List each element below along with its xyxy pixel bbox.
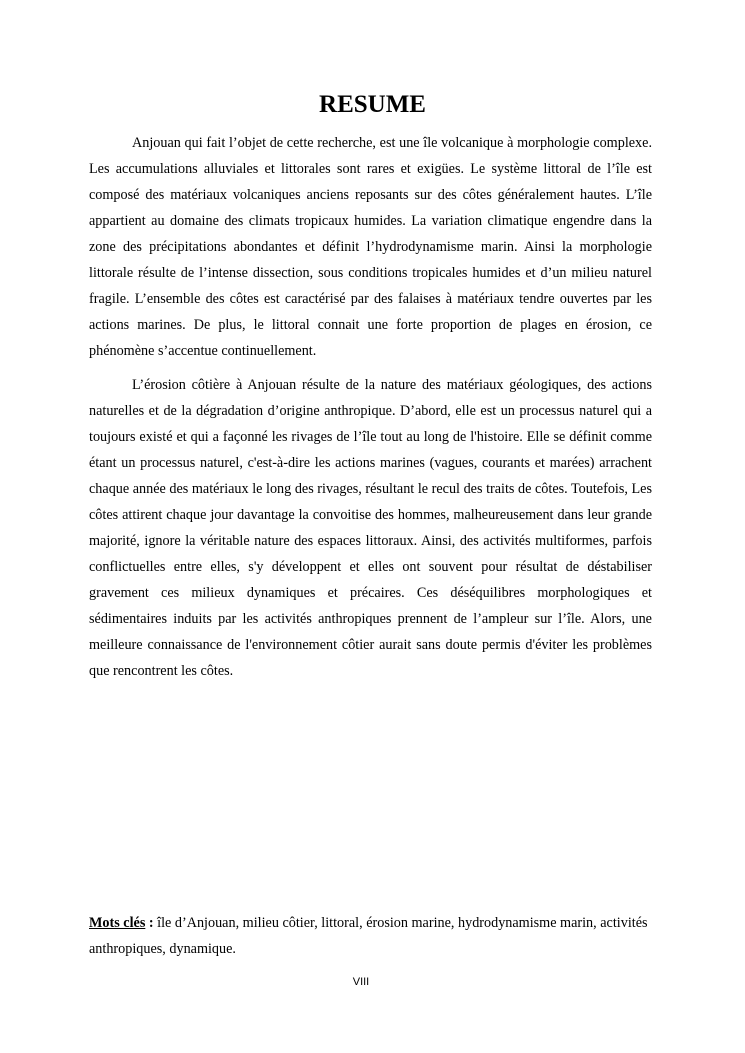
keywords-section (89, 910, 652, 962)
keywords-label: Mots clés (89, 915, 146, 931)
keywords-separator: : (145, 915, 154, 931)
page-number: VIII (352, 976, 370, 988)
page-title: RESUME (319, 91, 426, 118)
abstract-body (89, 130, 652, 684)
keywords-list: île d’Anjouan, milieu côtier, littoral, érosion marine, hydrodynamisme marin, activités anthropiques, dynamique. (89, 915, 648, 957)
abstract-paragraph-1: Anjouan qui fait l’objet de cette recherche, est une île volcanique à morphologie complexe. Les accumulations alluviales et littorales sont rares et exigües. Le système littoral de l’île est composé des matériaux volcaniques anciens reposants sur des côtes généralement hautes. L’île appartient au domaine des climats tropicaux humides. La variation climatique engendre dans la zone des précipitations abondantes et définit l’hydrodynamisme marin. Ainsi la morphologie littorale résulte de l’intense dissection, sous conditions tropicales humides et d’un milieu naturel fragile. L’ensemble des côtes est caractérisé par des falaises à matériaux tendre ouvertes par les actions marines. De plus, le littoral connait une forte proportion de plages en érosion, ce phénomène s’accentue continuellement. (89, 135, 652, 359)
abstract-paragraph-2: L’érosion côtière à Anjouan résulte de la nature des matériaux géologiques, des actions naturelles et de la dégradation d’origine anthropique. D’abord, elle est un processus naturel qui a toujours existé et qui a façonné les rivages de l’île tout au long de l'histoire. Elle se définit comme étant un processus naturel, c'est-à-dire les actions marines (vagues, courants et marées) arrachent chaque année des matériaux le long des rivages, résultant le recul des traits de côtes. Toutefois, Les côtes attirent chaque jour davantage la convoitise des hommes, malheureusement dans leur grande majorité, ignore la véritable nature des espaces littoraux. Ainsi, des activités multiformes, parfois conflictuelles entre elles, s'y développent et elles ont souvent pour résultat de déstabiliser gravement ces milieux dynamiques et précaires. Ces déséquilibres morphologiques et sédimentaires induits par les activités anthropiques prennent de l’ampleur sur l’île. Alors, une meilleure connaissance de l'environnement côtier aurait sans doute permis d'éviter les problèmes que rencontrent les côtes. (89, 377, 652, 679)
